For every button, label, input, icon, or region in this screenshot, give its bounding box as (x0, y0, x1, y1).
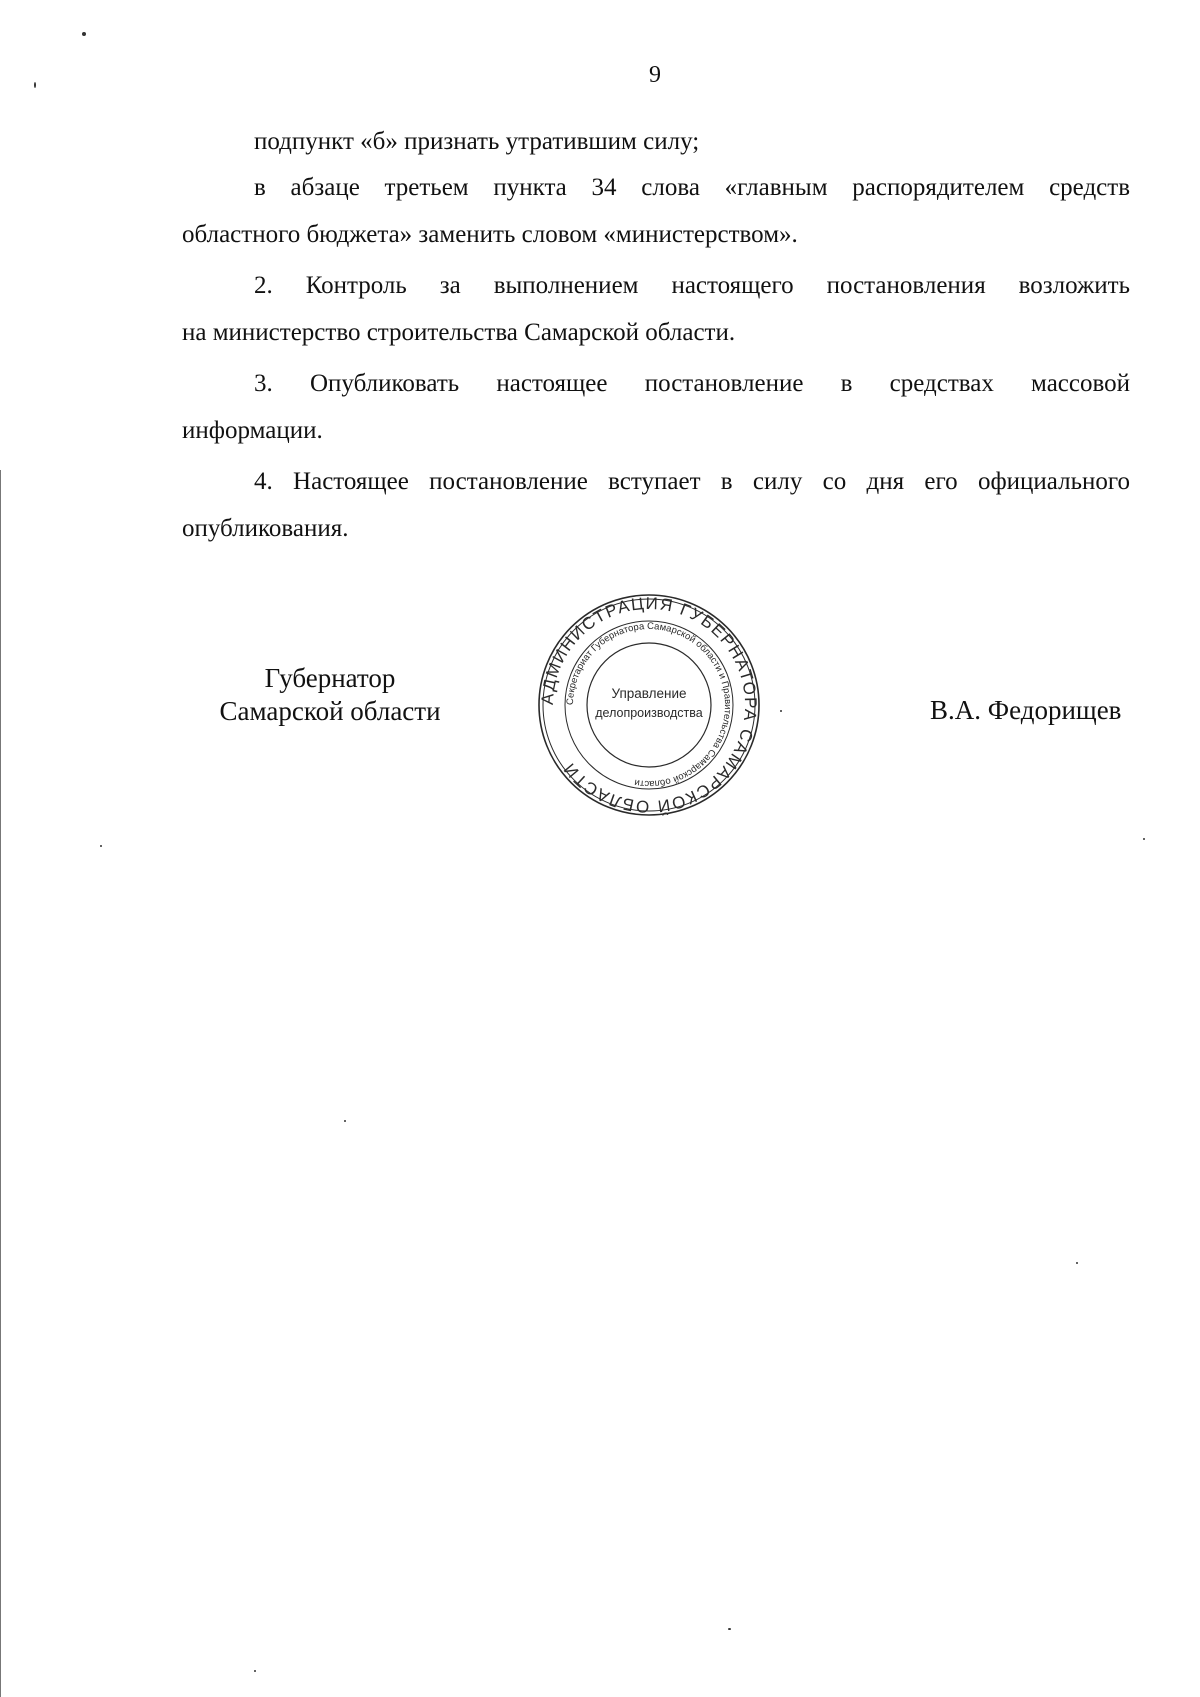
paragraph-line: 2. Контроль за выполнением настоящего постановления возложить (254, 272, 1130, 299)
seal-outer-text: АДМИНИСТРАЦИЯ ГУБЕРНАТОРА САМАРСКОЙ ОБЛАСТИ (537, 593, 761, 817)
scan-speck (728, 1628, 731, 1630)
scan-speck (1076, 1262, 1078, 1264)
scan-edge-line (0, 470, 1, 1697)
paragraph-effective (182, 458, 1130, 552)
paragraph-item-34 (182, 164, 1130, 258)
scan-speck (254, 1670, 256, 1672)
signatory-name: В.А. Федорищев (930, 695, 1122, 725)
seal-center-line: Управление (611, 686, 687, 701)
paragraph-publish (182, 360, 1130, 454)
scan-speck (344, 1120, 346, 1122)
paragraph-subitem-b (182, 118, 1130, 165)
paragraph-line: на министерство строительства Самарской области. (182, 319, 736, 346)
signatory-title (180, 662, 480, 728)
paragraph-line: областного бюджета» заменить словом «министерством». (182, 221, 798, 248)
paragraph-line: 3. Опубликовать настоящее постановление в средствах массовой (254, 370, 1130, 397)
scan-speck (1143, 838, 1145, 840)
seal-middle-text: Секретариат Губернатора Самарской области и Правительства Самарской области (564, 620, 734, 790)
paragraph-control (182, 262, 1130, 356)
page-number: 9 (649, 62, 661, 88)
signatory-title-line: Губернатор (264, 663, 396, 693)
paragraph-line: опубликования. (182, 515, 349, 542)
seal-center-line: делопроизводства (595, 706, 703, 720)
scan-speck (100, 845, 102, 847)
official-seal (536, 592, 762, 818)
seal-inner-ring (587, 643, 711, 767)
paragraph-line: информации. (182, 417, 323, 444)
paragraph-line: 4. Настоящее постановление вступает в силу со дня его официального (254, 468, 1130, 495)
scan-speck (780, 710, 782, 712)
paragraph-line: в абзаце третьем пункта 34 слова «главным распорядителем средств (254, 174, 1130, 201)
scan-speck (82, 32, 86, 36)
signatory-title-line: Самарской области (219, 696, 441, 726)
paragraph-text: подпункт «б» признать утратившим силу; (254, 128, 700, 155)
